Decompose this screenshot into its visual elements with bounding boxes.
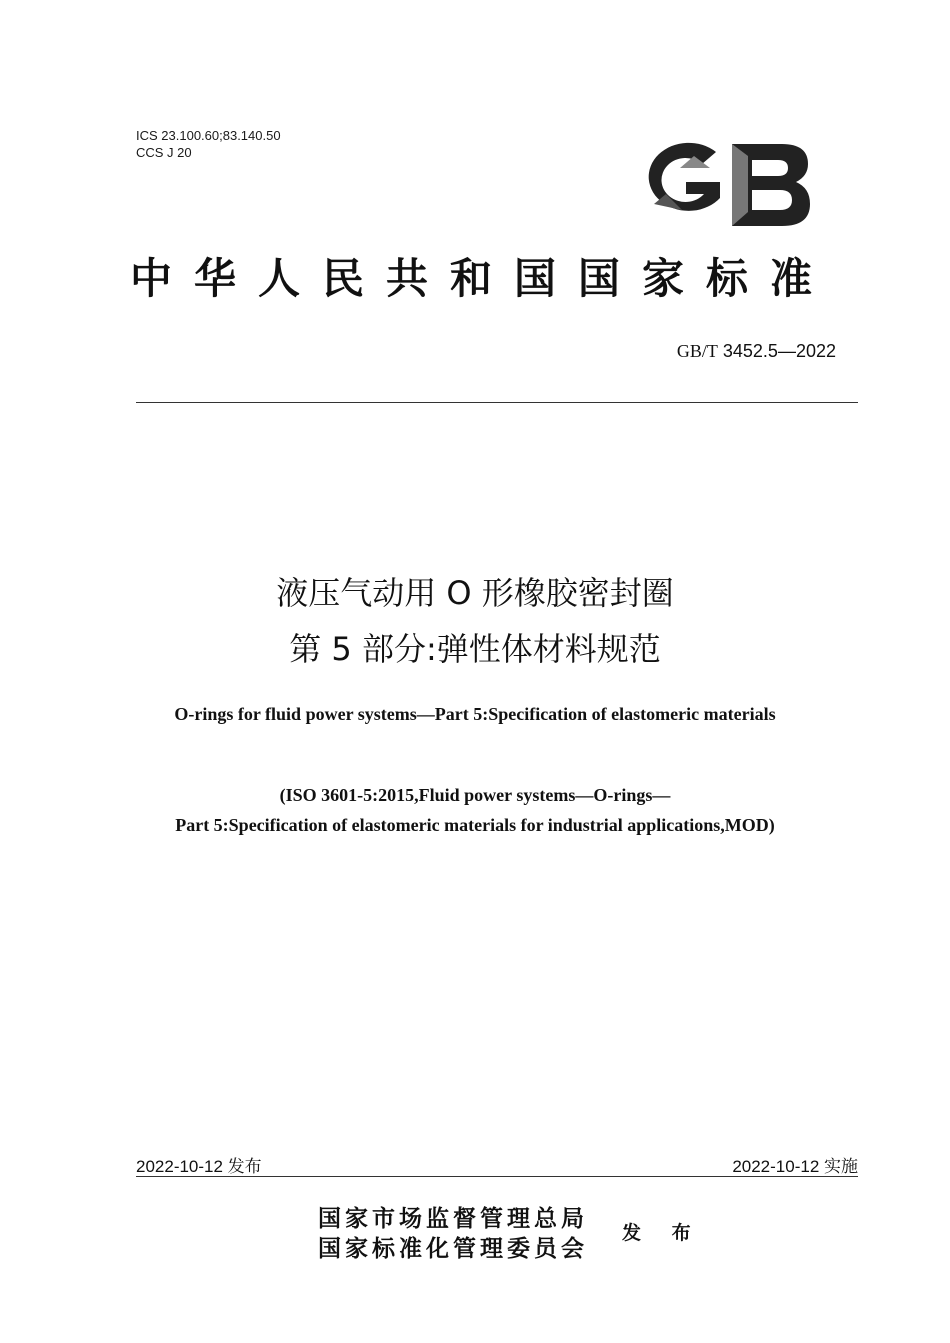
bottom-divider <box>136 1176 858 1177</box>
ics-code: ICS 23.100.60;83.140.50 <box>136 128 281 143</box>
top-divider <box>136 402 858 403</box>
ccs-code: CCS J 20 <box>136 145 192 160</box>
gb-logo-icon <box>636 138 812 230</box>
issuing-authorities <box>318 1204 588 1264</box>
authority-samr: 国家市场监督管理总局 <box>318 1205 588 1232</box>
standard-number <box>677 341 836 362</box>
chinese-title-line-1: 液压气动用 O 形橡胶密封圈 <box>276 574 674 612</box>
national-standard-title: 中华人民共和国国家标准 <box>130 254 835 303</box>
english-title: O-rings for fluid power systems—Part 5:Specification of elastomeric materials <box>174 704 776 724</box>
standard-number-value: 3452.5—2022 <box>717 341 836 361</box>
standard-prefix: GB/T <box>676 341 718 361</box>
classification-codes <box>136 127 281 161</box>
implementation-date: 2022-10-12 实施 <box>732 1157 858 1176</box>
iso-reference-line-2: Part 5:Specification of elastomeric materials for industrial applications,MOD) <box>175 815 775 835</box>
authority-sac: 国家标准化管理委员会 <box>318 1235 588 1262</box>
chinese-title-line-2: 第 5 部分:弹性体材料规范 <box>289 630 661 668</box>
iso-reference-line-1: (ISO 3601-5:2015,Fluid power systems—O-rings— <box>279 785 671 805</box>
publish-date: 2022-10-12 发布 <box>136 1157 262 1176</box>
issue-label: 发 布 <box>622 1222 703 1244</box>
